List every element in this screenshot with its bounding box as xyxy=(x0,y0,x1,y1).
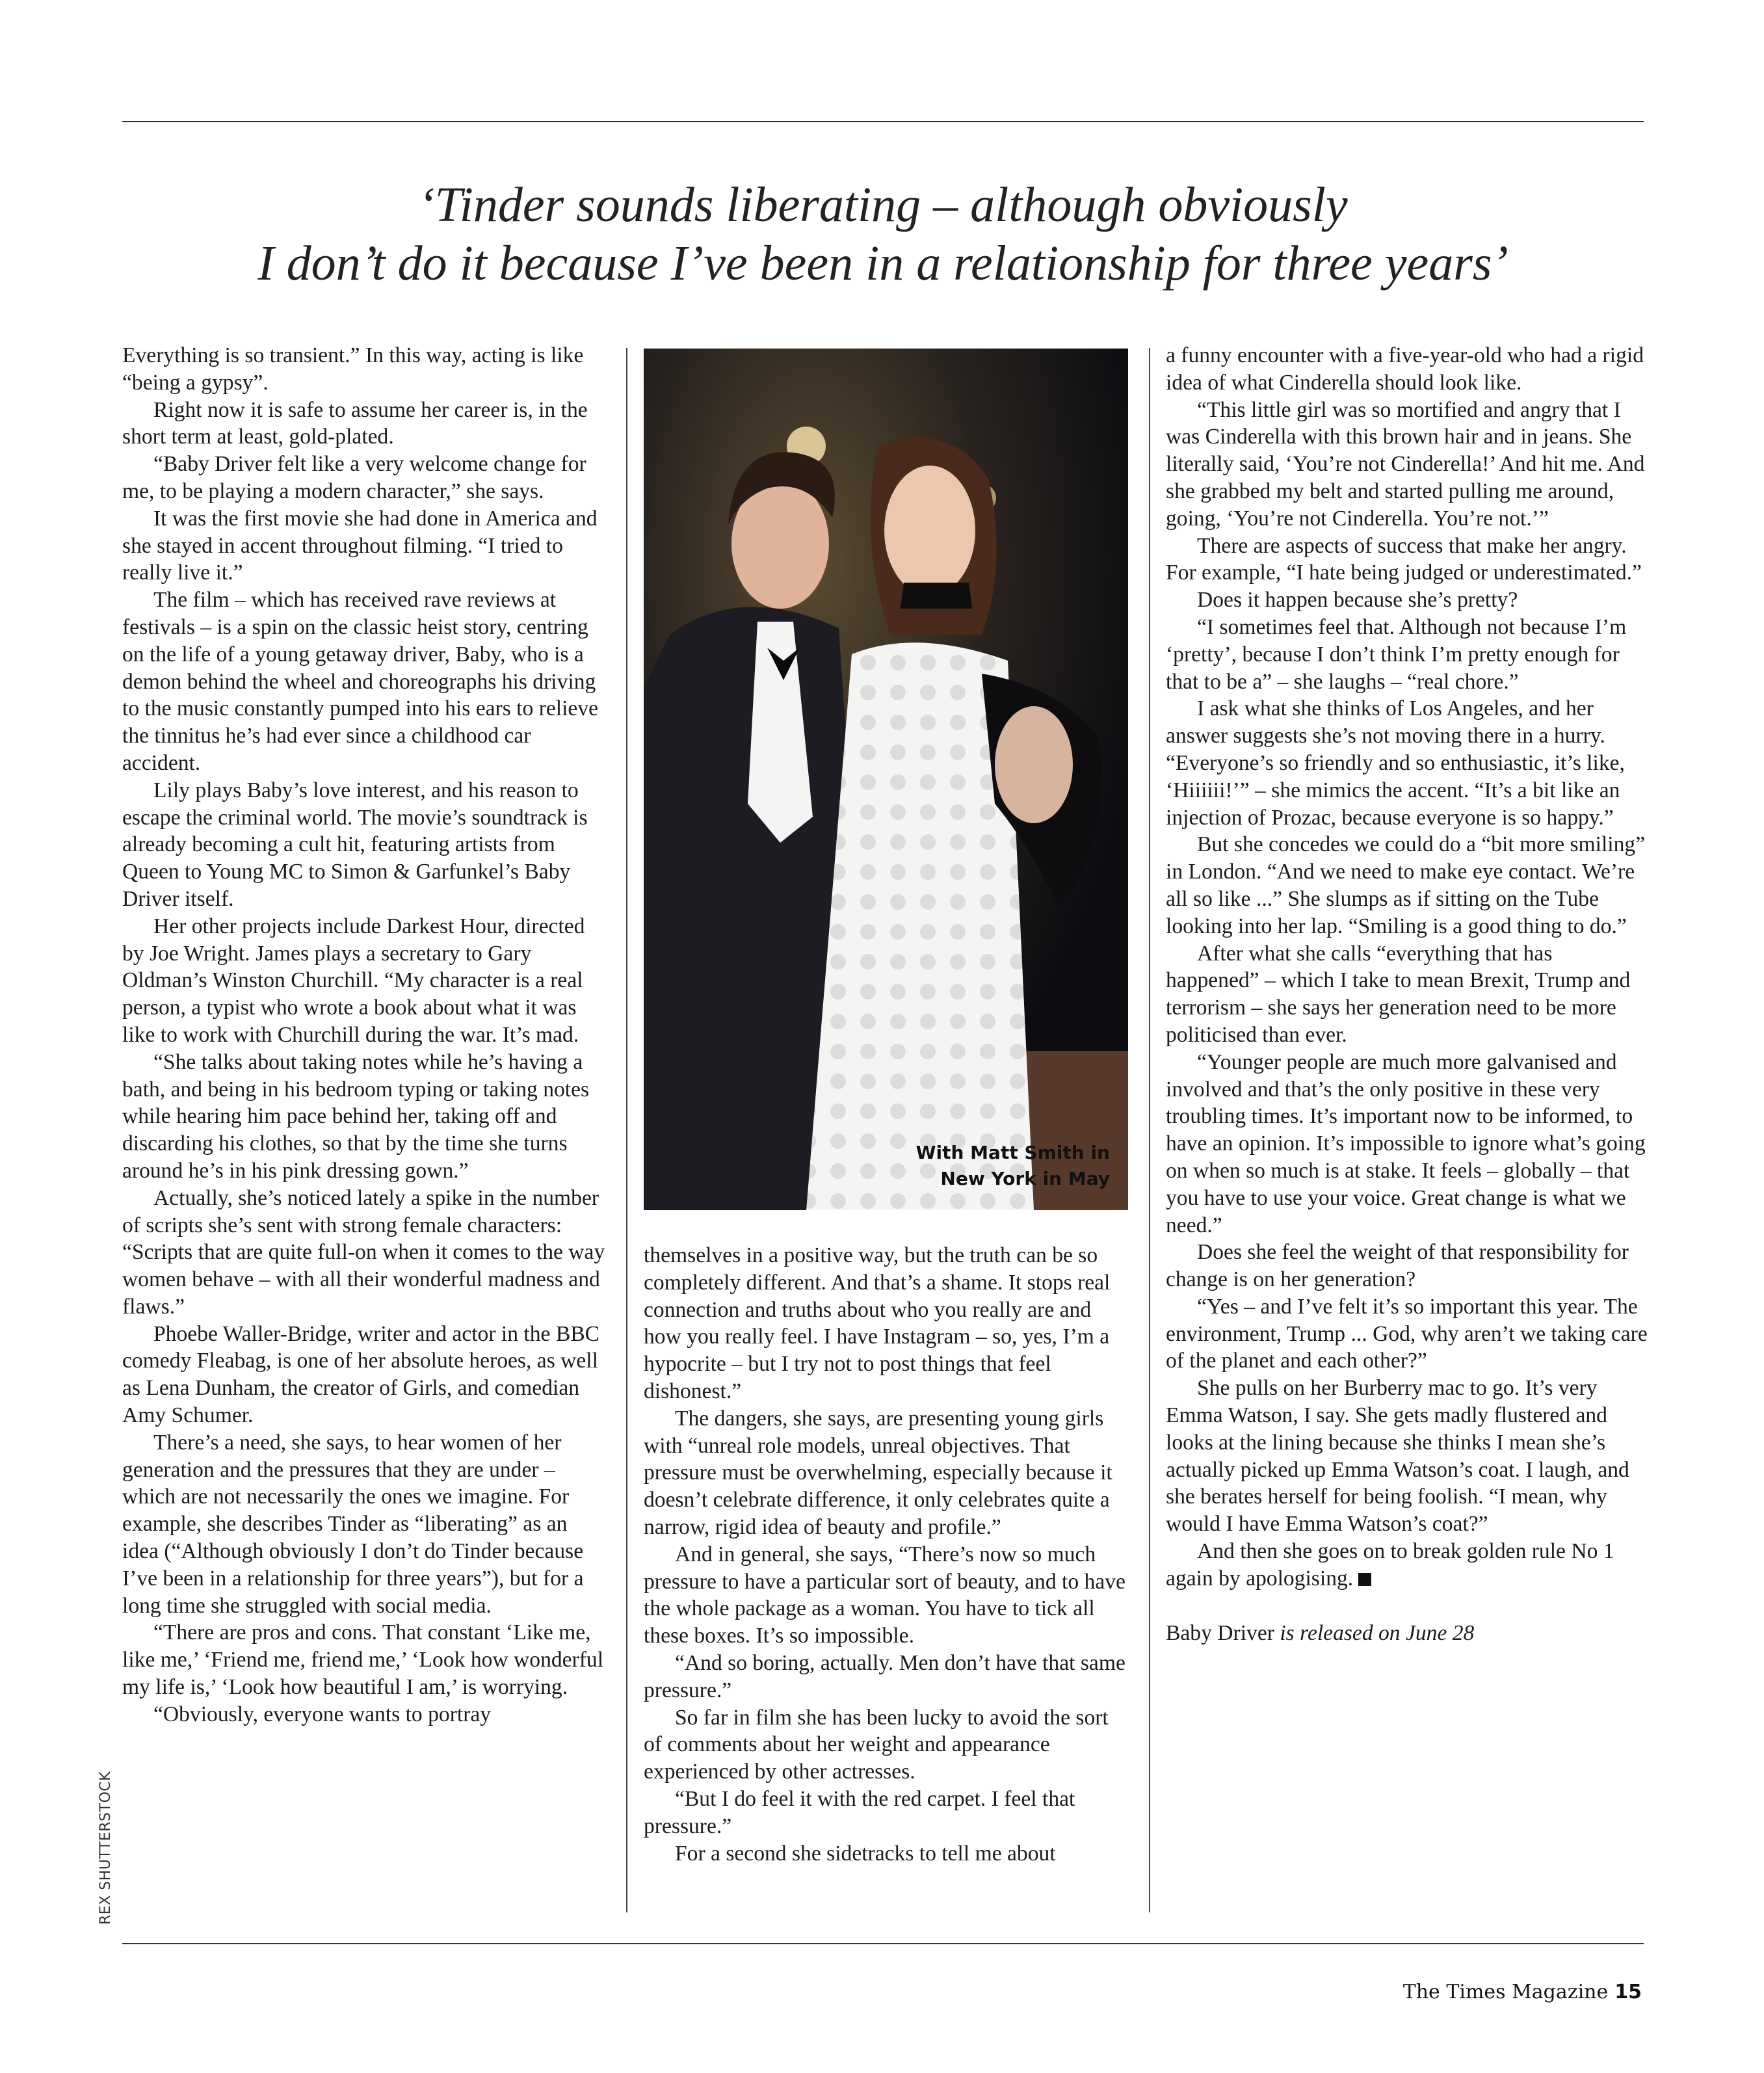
article-column-1 xyxy=(122,342,607,1728)
paragraph: The dangers, she says, are presenting young girls with “unreal role models, unreal objectives. That pressure must be overwhelming, especially because it doesn’t celebrate difference, it only celebrates quite a narrow, rigid idea of beauty and profile.” xyxy=(644,1406,1112,1539)
final-paragraph xyxy=(1166,1538,1650,1592)
paragraph: There’s a need, she says, to hear women of her generation and the pressures that they are under – which are not necessarily the ones we imagine. For example, she describes Tinder as “liberating” as an idea (“Although obviously I don’t do Tinder because I’ve been in a relationship for three years”), but for a long time she struggled with social media. xyxy=(122,1430,584,1618)
paragraph: But she concedes we could do a “bit more smiling” in London. “And we need to make eye contact. We’re all so like ...” She slumps as if sitting on the Tube looking into her lap. “Smiling is a good thing to do.” xyxy=(1166,832,1646,938)
page-number: 15 xyxy=(1614,1981,1642,2003)
magazine-name: The Times Magazine xyxy=(1402,1981,1609,2003)
article-column-2 xyxy=(644,1242,1128,1867)
paragraph: Does it happen because she’s pretty? xyxy=(1197,588,1518,613)
release-note xyxy=(1166,1620,1650,1647)
paragraph: Does she feel the weight of that responsibility for change is on her generation? xyxy=(1166,1240,1629,1292)
paragraph: She pulls on her Burberry mac to go. It’s very Emma Watson, I say. She gets madly flustered and looks at the lining because she thinks I mean she’s actually picked up Emma Watson’s coat. I laugh, and she berates herself for being foolish. “I mean, why would I have Emma Watson’s coat?” xyxy=(1166,1376,1629,1537)
paragraph: For a second she sidetracks to tell me about xyxy=(675,1841,1056,1866)
paragraph: After what she calls “everything that has happened” – which I take to mean Brexit, Trump and terrorism – she says her generation need to be more politicised than ever. xyxy=(1166,941,1631,1047)
paragraph: So far in film she has been lucky to avoid the sort of comments about her weight and appearance experienced by other actresses. xyxy=(644,1705,1109,1784)
bottom-rule xyxy=(122,1943,1644,1944)
paragraph: Lily plays Baby’s love interest, and his reason to escape the criminal world. The movie’s soundtrack is already becoming a cult hit, featuring artists from Queen to Young MC to Simon & Garfunkel’s Baby Driver itself. xyxy=(122,778,588,911)
paragraph: Everything is so transient.” In this way, acting is like “being a gypsy”. xyxy=(122,343,584,395)
photo-illustration xyxy=(644,349,1128,1210)
paragraph: “I sometimes feel that. Although not because I’m ‘pretty’, because I don’t think I’m pretty enough for that to be a” – she laughs – “real chore.” xyxy=(1166,614,1627,694)
paragraph: “Yes – and I’ve felt it’s so important this year. The environment, Trump ... God, why aren’t we taking care of the planet and each other?” xyxy=(1166,1294,1648,1373)
paragraph: And in general, she says, “There’s now so much pressure to have a particular sort of beauty, and to have the whole package as a woman. You have to tick all these boxes. It’s so impossible. xyxy=(644,1542,1126,1648)
photo-caption-line-1: With Matt Smith in xyxy=(915,1142,1110,1163)
release-film-title: Baby Driver xyxy=(1166,1620,1274,1645)
final-paragraph-text: And then she goes on to break golden rule No 1 again by apologising. xyxy=(1166,1539,1614,1591)
photo-matt-smith-lily-james xyxy=(644,349,1128,1210)
end-mark-icon xyxy=(1358,1573,1371,1586)
paragraph: “Baby Driver felt like a very welcome change for me, to be playing a modern character,” she says. xyxy=(122,452,586,503)
paragraph: “There are pros and cons. That constant ‘Like me, like me,’ ‘Friend me, friend me,’ ‘Look how wonderful my life is,’ ‘Look how beautiful I am,’ is worrying. xyxy=(122,1620,604,1700)
article-column-3 xyxy=(1166,342,1650,1646)
top-rule xyxy=(122,121,1644,122)
paragraph: “And so boring, actually. Men don’t have that same pressure.” xyxy=(644,1650,1126,1702)
column-divider-2 xyxy=(1149,348,1150,1912)
paragraph: Her other projects include Darkest Hour, directed by Joe Wright. James plays a secretary to Gary Oldman’s Winston Churchill. “My character is a real person, a typist who wrote a book about what it was like to work with Churchill during the war. It’s mad. xyxy=(122,914,585,1047)
photo-caption-line-2: New York in May xyxy=(940,1168,1110,1189)
paragraph: The film – which has received rave reviews at festivals – is a spin on the classic heist story, centring on the life of a young getaway driver, Baby, who is a demon behind the wheel and choreographs his driving to the music constantly pumped into his ears to relieve the tinnitus he’s had ever since a childhood car accident. xyxy=(122,588,599,775)
release-note-text: is released on June 28 xyxy=(1280,1620,1475,1645)
paragraph: “Obviously, everyone wants to portray xyxy=(153,1702,492,1726)
pull-quote-line-1: ‘Tinder sounds liberating – although obviously xyxy=(418,178,1348,232)
paragraph: Phoebe Waller-Bridge, writer and actor in the BBC comedy Fleabag, is one of her absolute heroes, as well as Lena Dunham, the creator of Girls, and comedian Amy Schumer. xyxy=(122,1321,600,1428)
pull-quote xyxy=(122,176,1644,293)
paragraph: “This little girl was so mortified and angry that I was Cinderella with this brown hair and in jeans. She literally said, ‘You’re not Cinderella!’ And hit me. And she grabbed my belt and started pulling me around, going, ‘You’re not Cinderella. You’re not.’” xyxy=(1166,397,1645,531)
column-divider-1 xyxy=(626,348,627,1912)
paragraph: “She talks about taking notes while he’s having a bath, and being in his bedroom typing or taking notes while hearing him pace behind her, taking off and discarding his clothes, so that by the time she turns around he’s in his pink dressing gown.” xyxy=(122,1050,590,1183)
paragraph: Actually, she’s noticed lately a spike in the number of scripts she’s sent with strong female characters: “Scripts that are quite full-on when it comes to the way women behave – with all their wonderful madness and flaws.” xyxy=(122,1185,605,1319)
pull-quote-line-2: I don’t do it because I’ve been in a relationship for three years’ xyxy=(257,236,1508,291)
paragraph: a funny encounter with a five-year-old who had a rigid idea of what Cinderella should look like. xyxy=(1166,343,1644,395)
page-footer xyxy=(1403,1981,1642,2003)
paragraph: Right now it is safe to assume her career is, in the short term at least, gold-plated. xyxy=(122,397,588,449)
photo-caption xyxy=(916,1140,1110,1192)
paragraph: There are aspects of success that make her angry. For example, “I hate being judged or underestimated.” xyxy=(1166,533,1642,585)
paragraph: themselves in a positive way, but the truth can be so completely different. And that’s a shame. It stops real connection and truths about who you really are and how you really feel. I have Instagram – so, yes, I’m a hypocrite – but I try not to post things that feel dishonest.” xyxy=(644,1243,1111,1403)
paragraph: “Younger people are much more galvanised and involved and that’s the only positive in these very troubling times. It’s important now to be informed, to have an opinion. It’s impossible to ignore what’s going on when so much is at stake. It feels – globally – that you have to use your voice. Great change is what we need.” xyxy=(1166,1050,1646,1237)
paragraph: It was the first movie she had done in America and she stayed in accent throughout filming. “I tried to really live it.” xyxy=(122,506,598,585)
paragraph: I ask what she thinks of Los Angeles, and her answer suggests she’s not moving there in a hurry. “Everyone’s so friendly and so enthusiastic, it’s like, ‘Hiiiiii!’” – she mimics the accent. “It’s a bit like an injection of Prozac, because everyone is so happy.” xyxy=(1166,696,1625,830)
photo-credit: REX SHUTTERSTOCK xyxy=(98,1771,114,1925)
paragraph: “But I do feel it with the red carpet. I feel that pressure.” xyxy=(644,1786,1075,1838)
